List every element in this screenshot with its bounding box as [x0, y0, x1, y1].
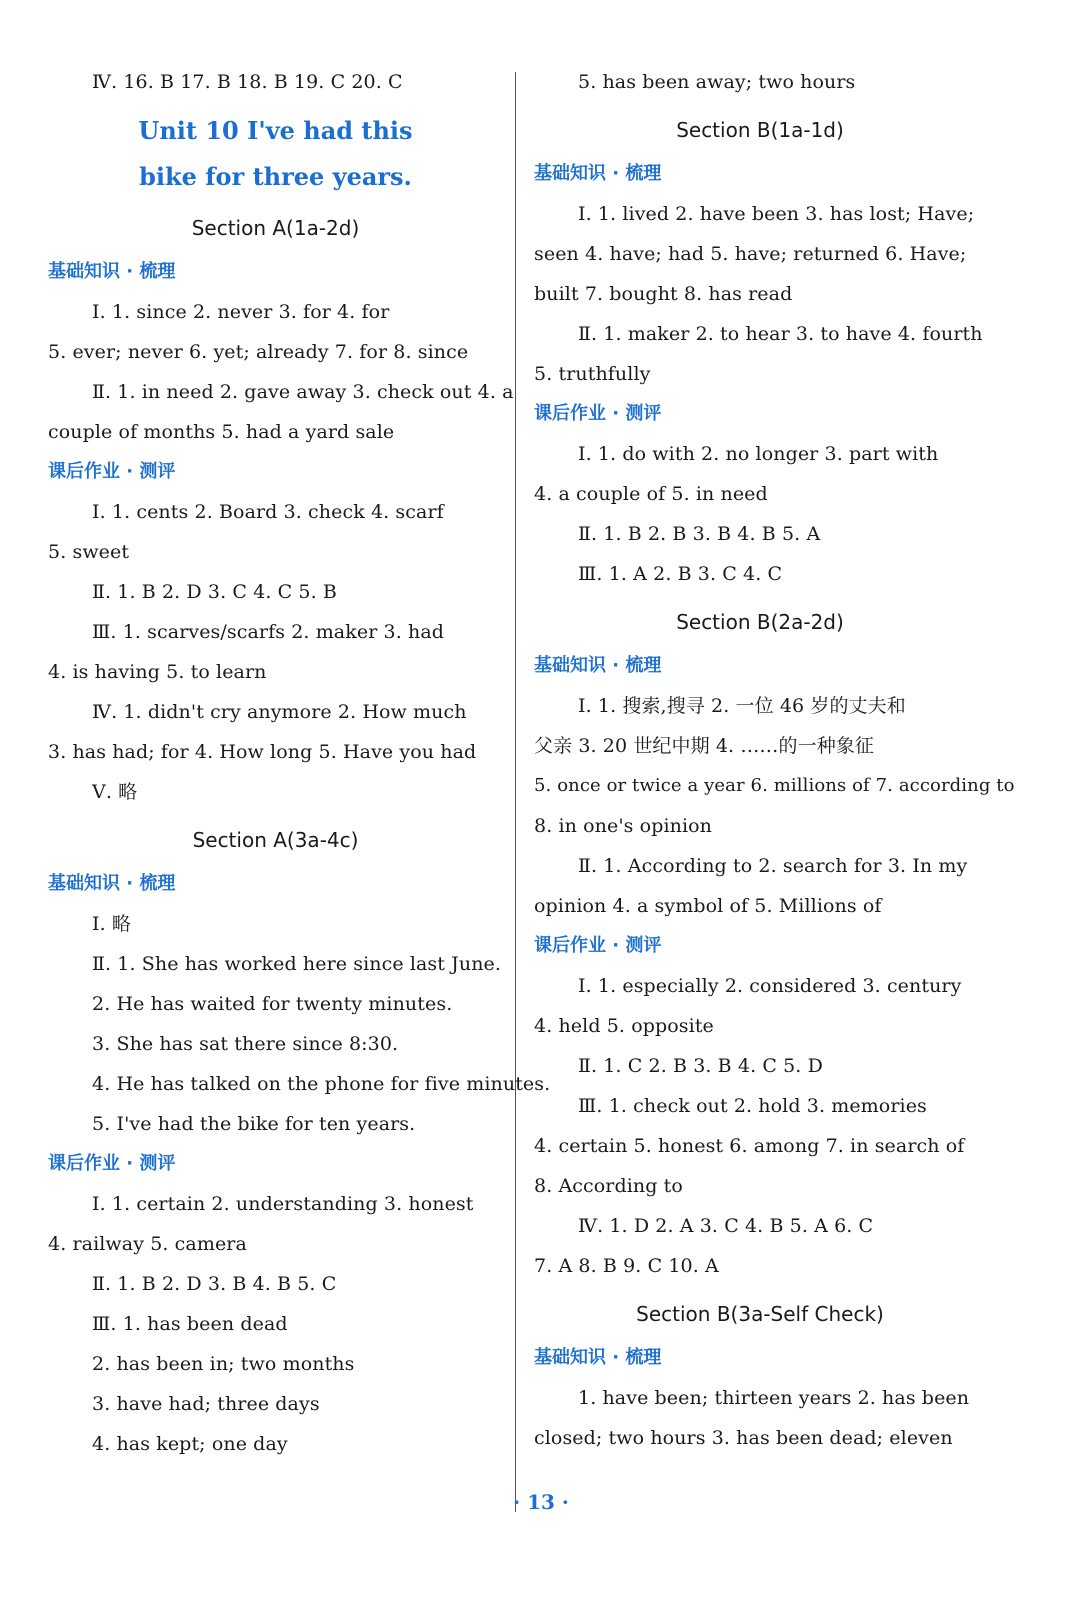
answer-line: 3. have had; three days [92, 1393, 320, 1415]
answer-line: Ⅲ. 1. scarves/scarfs 2. maker 3. had [92, 621, 445, 643]
answer-line: 5. truthfully [534, 363, 651, 385]
section-tag: 课后作业 · 测评 [48, 461, 176, 482]
answer-line: Ⅳ. 16. B 17. B 18. B 19. C 20. C [92, 71, 403, 93]
section-tag: 课后作业 · 测评 [48, 1153, 176, 1174]
section-tag: 基础知识 · 梳理 [534, 655, 662, 676]
answer-line: Ⅱ. 1. C 2. B 3. B 4. C 5. D [578, 1055, 823, 1077]
section-tag: 基础知识 · 梳理 [48, 261, 176, 282]
answer-line: closed; two hours 3. has been dead; eleven [534, 1427, 953, 1449]
answer-line: 4. is having 5. to learn [48, 661, 267, 683]
answer-line: Ⅱ. 1. B 2. D 3. B 4. B 5. C [92, 1273, 337, 1295]
answer-line: Ⅱ. 1. B 2. D 3. C 4. C 5. B [92, 581, 337, 603]
section-title: Section A(3a-4c) [192, 828, 359, 852]
section-tag: 基础知识 · 梳理 [48, 873, 176, 894]
answer-line: 父亲 3. 20 世纪中期 4. ……的一种象征 [534, 735, 875, 757]
answer-line: 3. has had; for 4. How long 5. Have you had [48, 741, 477, 763]
answer-line: Ⅰ. 1. lived 2. have been 3. has lost; Have; [578, 203, 975, 225]
answer-line: Ⅳ. 1. D 2. A 3. C 4. B 5. A 6. C [578, 1215, 874, 1237]
answer-line: 5. once or twice a year 6. millions of 7. according to [534, 775, 1015, 796]
answer-line: Ⅰ. 略 [92, 913, 131, 935]
answer-line: 5. I've had the bike for ten years. [92, 1113, 416, 1135]
answer-line: 2. He has waited for twenty minutes. [92, 993, 453, 1015]
answer-line: 2. has been in; two months [92, 1353, 355, 1375]
answer-line: couple of months 5. had a yard sale [48, 421, 395, 443]
answer-line: Ⅱ. 1. She has worked here since last June. [92, 953, 502, 975]
unit-title-line-2: bike for three years. [139, 162, 412, 191]
answer-line: Ⅰ. 1. certain 2. understanding 3. honest [92, 1193, 474, 1215]
answer-line: Ⅲ. 1. A 2. B 3. C 4. C [578, 563, 783, 585]
section-tag: 课后作业 · 测评 [534, 935, 662, 956]
section-title: Section B(2a-2d) [676, 610, 844, 634]
answer-line: 4. certain 5. honest 6. among 7. in search of [534, 1135, 965, 1157]
section-tag: 基础知识 · 梳理 [534, 163, 662, 184]
answer-line: Ⅱ. 1. maker 2. to hear 3. to have 4. fourth [578, 323, 983, 345]
answer-line: Ⅲ. 1. has been dead [92, 1313, 288, 1335]
answer-line: Ⅰ. 1. especially 2. considered 3. century [578, 975, 962, 997]
answer-line: 8. in one's opinion [534, 815, 713, 837]
right-column [534, 62, 1015, 1458]
answer-line: Ⅱ. 1. B 2. B 3. B 4. B 5. A [578, 523, 821, 545]
answer-line: 1. have been; thirteen years 2. has been [578, 1387, 970, 1409]
section-title: Section A(1a-2d) [191, 216, 360, 240]
answer-line: built 7. bought 8. has read [534, 283, 793, 305]
unit-title-line-1: Unit 10 I've had this [138, 116, 413, 145]
answer-line: Ⅱ. 1. According to 2. search for 3. In my [578, 855, 968, 877]
section-tag: 基础知识 · 梳理 [534, 1347, 662, 1368]
answer-line: 7. A 8. B 9. C 10. A [534, 1255, 719, 1277]
answer-line: 4. railway 5. camera [48, 1233, 247, 1255]
answer-line: 4. He has talked on the phone for five minutes. [92, 1073, 551, 1095]
answer-line: 4. has kept; one day [92, 1433, 288, 1455]
answer-line: Ⅴ. 略 [92, 781, 138, 803]
answer-line: 4. held 5. opposite [534, 1015, 714, 1037]
answer-line: 5. has been away; two hours [578, 71, 856, 93]
answer-line: opinion 4. a symbol of 5. Millions of [534, 895, 882, 917]
column-divider [515, 72, 516, 1512]
answer-line: Ⅱ. 1. in need 2. gave away 3. check out 4. a [92, 381, 514, 403]
page-number: · 13 · [513, 1490, 569, 1514]
answer-line: 5. sweet [48, 541, 130, 563]
answer-line: 8. According to [534, 1175, 683, 1197]
answer-line: 4. a couple of 5. in need [534, 483, 768, 505]
answer-line: Ⅲ. 1. check out 2. hold 3. memories [578, 1095, 927, 1117]
answer-line: seen 4. have; had 5. have; returned 6. Have; [534, 243, 967, 265]
left-column [48, 62, 551, 1464]
section-title: Section B(3a-Self Check) [636, 1302, 884, 1326]
answer-line: Ⅰ. 1. 搜索,搜寻 2. 一位 46 岁的丈夫和 [578, 695, 906, 717]
answer-line: Ⅳ. 1. didn't cry anymore 2. How much [92, 701, 467, 723]
section-title: Section B(1a-1d) [676, 118, 844, 142]
answer-line: Ⅰ. 1. cents 2. Board 3. check 4. scarf [92, 501, 444, 523]
answer-line: Ⅰ. 1. do with 2. no longer 3. part with [578, 443, 939, 465]
answer-line: 3. She has sat there since 8:30. [92, 1033, 399, 1055]
answer-line: 5. ever; never 6. yet; already 7. for 8. since [48, 341, 469, 363]
answer-line: Ⅰ. 1. since 2. never 3. for 4. for [92, 301, 390, 323]
section-tag: 课后作业 · 测评 [534, 403, 662, 424]
